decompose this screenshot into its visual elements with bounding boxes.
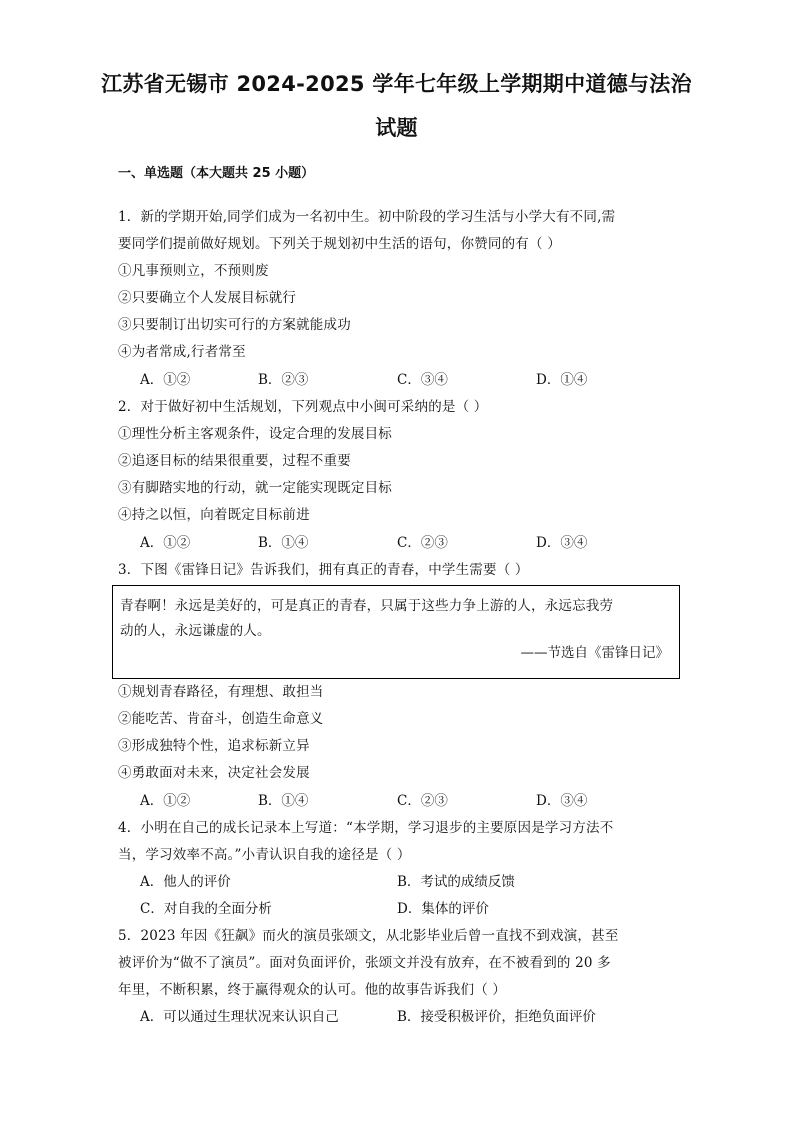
q1-statement-2: ②只要确立个人发展目标就行 bbox=[118, 290, 297, 306]
q1-statement-3: ③只要制订出切实可行的方案就能成功 bbox=[118, 317, 351, 333]
document-title-line1: 江苏省无锡市 2024-2025 学年七年级上学期期中道德与法治 bbox=[101, 72, 692, 96]
q3-statement-2: ②能吃苦、肯奋斗，创造生命意义 bbox=[118, 711, 324, 727]
q4-stem-line2: 当，学习效率不高。”小青认识自我的途径是（ ） bbox=[118, 847, 411, 863]
q3-option-d[interactable]: D．③④ bbox=[536, 793, 588, 809]
q2-option-a[interactable]: A．①② bbox=[140, 535, 191, 551]
q5-stem-line2: 被评价为“做不了演员”。面对负面评价，张颂文并没有放弃，在不被看到的 20 多 bbox=[118, 955, 611, 971]
q3-option-c[interactable]: C．②③ bbox=[397, 793, 448, 809]
q3-option-b[interactable]: B．①④ bbox=[258, 793, 309, 809]
q1-stem-line2: 要同学们提前做好规划。下列关于规划初中生活的语句，你赞同的有（ ） bbox=[118, 236, 561, 252]
q2-stem-line1: 2．对于做好初中生活规划，下列观点中小闽可采纳的是（ ） bbox=[118, 399, 488, 415]
q1-statement-1: ①凡事预则立，不预则废 bbox=[118, 263, 269, 279]
quote-line2: 动的人，永远谦虚的人。 bbox=[120, 623, 271, 639]
q1-option-c[interactable]: C．③④ bbox=[397, 372, 448, 388]
document-title-line2: 试题 bbox=[375, 116, 418, 140]
q2-option-b[interactable]: B．①④ bbox=[258, 535, 309, 551]
q3-statement-3: ③形成独特个性，追求标新立异 bbox=[118, 738, 310, 754]
q5-stem-line3: 年里，不断积累，终于赢得观众的认可。他的故事告诉我们（ ） bbox=[118, 982, 507, 998]
q4-option-c[interactable]: C．对自我的全面分析 bbox=[140, 901, 272, 917]
q3-option-a[interactable]: A．①② bbox=[140, 793, 191, 809]
q2-statement-4: ④持之以恒，向着既定目标前进 bbox=[118, 507, 310, 523]
q2-statement-3: ③有脚踏实地的行动，就一定能实现既定目标 bbox=[118, 480, 392, 496]
q1-statement-4: ④为者常成,行者常至 bbox=[118, 344, 246, 360]
q5-option-a[interactable]: A．可以通过生理状况来认识自己 bbox=[140, 1009, 339, 1025]
q2-option-d[interactable]: D．③④ bbox=[536, 535, 588, 551]
q4-option-b[interactable]: B．考试的成绩反馈 bbox=[397, 874, 515, 890]
q5-stem-line1: 5．2023 年因《狂飙》而火的演员张颂文，从北影毕业后曾一直找不到戏演，甚至 bbox=[118, 928, 619, 944]
q1-option-d[interactable]: D．①④ bbox=[536, 372, 588, 388]
q3-statement-1: ①规划青春路径，有理想、敢担当 bbox=[118, 684, 324, 700]
q4-stem-line1: 4．小明在自己的成长记录本上写道：“本学期，学习退步的主要原因是学习方法不 bbox=[118, 820, 614, 836]
q4-option-d[interactable]: D．集体的评价 bbox=[397, 901, 489, 917]
q3-stem-line1: 3．下图《雷锋日记》告诉我们，拥有真正的青春，中学生需要（ ） bbox=[118, 562, 529, 578]
q3-statement-4: ④勇敢面对未来，决定社会发展 bbox=[118, 765, 310, 781]
quote-source: ——节选自《雷锋日记》 bbox=[520, 645, 669, 661]
quote-box bbox=[112, 585, 680, 679]
q1-option-a[interactable]: A．①② bbox=[140, 372, 191, 388]
section-heading: 一、单选题（本大题共 25 小题） bbox=[118, 166, 315, 181]
q4-option-a[interactable]: A．他人的评价 bbox=[140, 874, 231, 890]
q1-stem-line1: 1．新的学期开始,同学们成为一名初中生。初中阶段的学习生活与小学大有不同,需 bbox=[118, 209, 616, 225]
quote-line1: 青春啊！永远是美好的，可是真正的青春，只属于这些力争上游的人，永远忘我劳 bbox=[120, 598, 614, 614]
q2-statement-1: ①理性分析主客观条件，设定合理的发展目标 bbox=[118, 426, 392, 442]
q2-option-c[interactable]: C．②③ bbox=[397, 535, 448, 551]
q5-option-b[interactable]: B．接受积极评价，拒绝负面评价 bbox=[397, 1009, 596, 1025]
q2-statement-2: ②追逐目标的结果很重要，过程不重要 bbox=[118, 453, 351, 469]
q1-option-b[interactable]: B．②③ bbox=[258, 372, 309, 388]
